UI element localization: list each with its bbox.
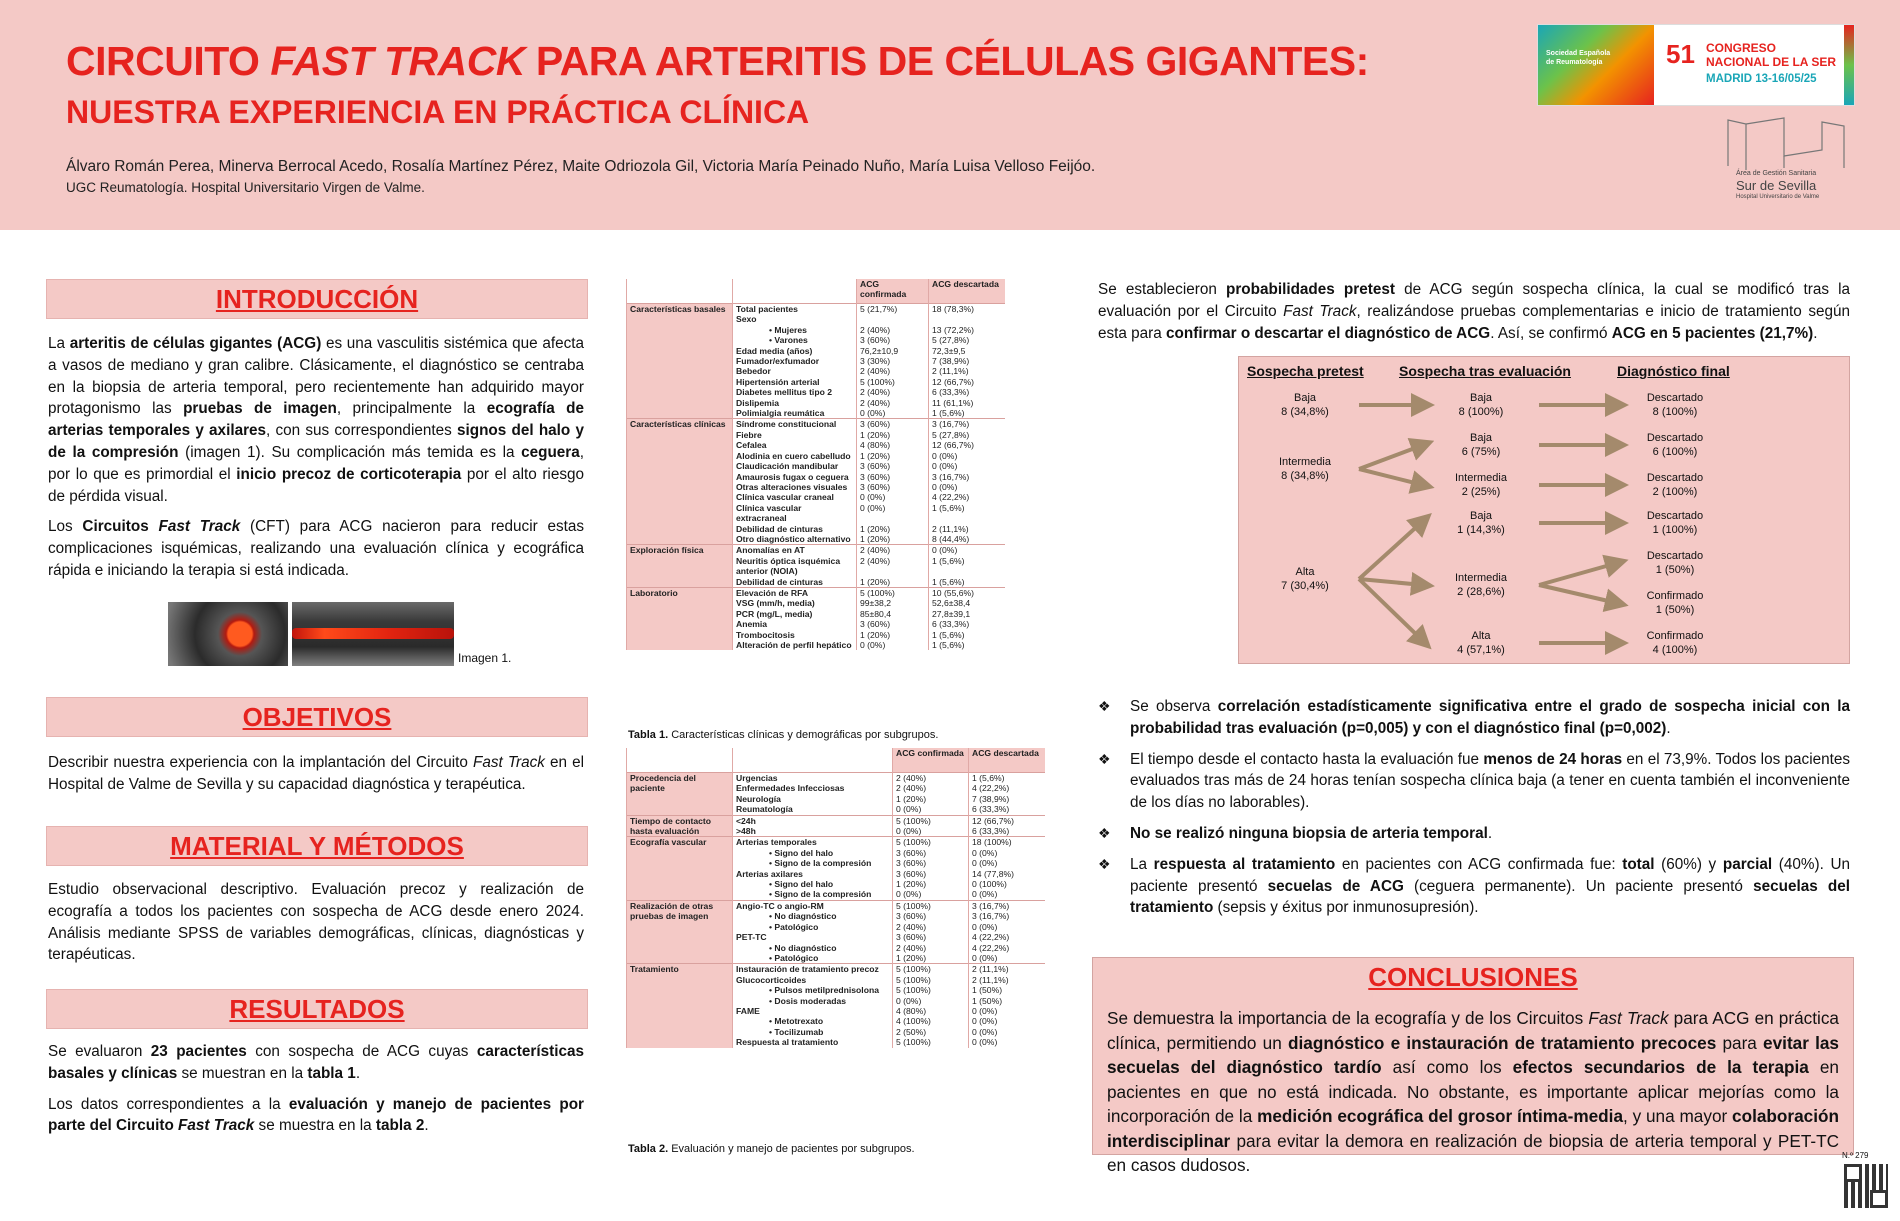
flow-arrow xyxy=(1539,585,1617,603)
cell-acg-descartada: 52,6±38,4 xyxy=(929,598,1005,608)
poster-number: N.º 279 xyxy=(1842,1151,1869,1160)
cell-acg-descartada: 0 (0%) xyxy=(929,482,1005,492)
table-group xyxy=(627,545,1005,588)
cell-acg-descartada: 18 (100%) xyxy=(969,837,1045,848)
cell-acg-descartada: 12 (66,7%) xyxy=(929,440,1005,450)
flow-node-evaluation: Baja 1 (14,3%) xyxy=(1457,510,1505,536)
cell-acg-descartada: 18 (78,3%) xyxy=(929,304,1005,315)
cell-acg-descartada: 0 (0%) xyxy=(969,858,1045,868)
table-row-label: • Signo de la compresión xyxy=(733,858,893,868)
cell-acg-confirmada: 85±80,4 xyxy=(857,609,929,619)
cell-acg-confirmada: 3 (60%) xyxy=(893,869,969,879)
table-row-label: • Signo del halo xyxy=(733,879,893,889)
table-row-label: • Pulsos metilprednisolona xyxy=(733,985,893,995)
qr-code xyxy=(1836,1148,1894,1216)
flow-arrow xyxy=(1539,563,1617,585)
table-group xyxy=(627,837,1045,900)
table-row-label: Alteración de perfil hepático xyxy=(733,640,857,650)
table-row-label: • Varones xyxy=(733,335,857,345)
flow-arrow xyxy=(1359,579,1423,641)
cell-acg-descartada: 1 (5,6%) xyxy=(929,640,1005,650)
table-row-label: • Tocilizumab xyxy=(733,1027,893,1037)
hospital-logo: Área de Gestión Sanitaria Sur de Sevilla Hospital Universitario de Valme xyxy=(1726,116,1850,206)
table-group-label: Tiempo de contacto hasta evaluación xyxy=(627,815,733,837)
flow-header-final: Diagnóstico final xyxy=(1617,363,1730,379)
bullet-item: ❖ La respuesta al tratamiento en pacientes con ACG confirmada fue: total (60%) y parcial (40%). Un paciente presentó secuelas de ACG (ceguera permanente). Un paciente presentó secuelas del tratamiento (sepsis y éxitus por inmunosupresión). xyxy=(1098,855,1851,917)
table-row-label: Síndrome constitucional xyxy=(733,419,857,430)
cell-acg-confirmada xyxy=(857,314,929,324)
cell-acg-descartada: 0 (0%) xyxy=(969,1037,1045,1047)
hospital-building-icon xyxy=(1726,116,1850,172)
cell-acg-confirmada: 1 (20%) xyxy=(857,451,929,461)
table-group-label: Tratamiento xyxy=(627,964,733,1048)
table-row-label: Dislipemia xyxy=(733,398,857,408)
cell-acg-confirmada: 4 (80%) xyxy=(893,1006,969,1016)
cell-acg-confirmada: 1 (20%) xyxy=(857,430,929,440)
cell-acg-confirmada: 3 (60%) xyxy=(893,848,969,858)
table-row-label: • Patológico xyxy=(733,953,893,964)
objetivos-heading: OBJETIVOS xyxy=(46,697,588,737)
cell-acg-descartada: 6 (33,3%) xyxy=(929,619,1005,629)
cell-acg-descartada: 4 (22,2%) xyxy=(929,492,1005,502)
flow-node-evaluation: Intermedia 2 (25%) xyxy=(1455,472,1507,498)
cell-acg-descartada xyxy=(929,566,1005,576)
cell-acg-confirmada: 3 (60%) xyxy=(857,419,929,430)
cell-acg-confirmada: 3 (60%) xyxy=(857,461,929,471)
table-group xyxy=(627,587,1005,650)
cell-acg-descartada: 6 (33,3%) xyxy=(929,387,1005,397)
table-row-label: Diabetes mellitus tipo 2 xyxy=(733,387,857,397)
cell-acg-descartada: 10 (55,6%) xyxy=(929,587,1005,598)
table-row xyxy=(627,900,1045,911)
cell-acg-confirmada: 2 (40%) xyxy=(857,556,929,566)
cell-acg-confirmada: 2 (40%) xyxy=(893,943,969,953)
table-group-label: Realización de otras pruebas de imagen xyxy=(627,900,733,963)
table-row-label: Hipertensión arterial xyxy=(733,377,857,387)
cell-acg-confirmada: 4 (100%) xyxy=(893,1016,969,1026)
table-row-label: Claudicación mandibular xyxy=(733,461,857,471)
table-row-label: • Metotrexato xyxy=(733,1016,893,1026)
table-row-label: >48h xyxy=(733,826,893,837)
conclusions-panel xyxy=(1092,957,1854,1175)
poster-subtitle: NUESTRA EXPERIENCIA EN PRÁCTICA CLÍNICA xyxy=(66,94,810,130)
cell-acg-descartada: 0 (0%) xyxy=(969,1027,1045,1037)
table-group xyxy=(627,419,1005,545)
resultados-heading: RESULTADOS xyxy=(46,989,588,1029)
table-row-label: Instauración de tratamiento precoz xyxy=(733,964,893,975)
cell-acg-confirmada: 2 (40%) xyxy=(857,545,929,556)
table-group xyxy=(627,304,1005,419)
table-row-label: • No diagnóstico xyxy=(733,943,893,953)
cell-acg-confirmada: 1 (20%) xyxy=(857,630,929,640)
cell-acg-descartada: 2 (11,1%) xyxy=(929,524,1005,534)
metodos-text: Estudio observacional descriptivo. Evaluación precoz y realización de ecografía a todos los pacientes con sospecha de ACG desde enero 2024. Análisis mediante SPSS de variables demográficas, clínicas, diagnósticas y terapéuticas. xyxy=(48,881,584,964)
cell-acg-descartada: 6 (33,3%) xyxy=(969,804,1045,815)
table-row xyxy=(627,815,1045,826)
flow-node-final: Descartado 1 (100%) xyxy=(1646,510,1704,536)
cell-acg-confirmada: 1 (20%) xyxy=(893,794,969,804)
qr-code-icon xyxy=(1844,1164,1888,1208)
cell-acg-descartada: 1 (50%) xyxy=(969,985,1045,995)
flow-node-evaluation: Baja 8 (100%) xyxy=(1458,392,1504,418)
table-row-label: Urgencias xyxy=(733,773,893,784)
flow-node-final: Descartado 6 (100%) xyxy=(1646,432,1704,458)
cell-acg-confirmada: 2 (40%) xyxy=(893,783,969,793)
table-group xyxy=(627,773,1045,816)
ultrasound-longitudinal-image xyxy=(292,602,454,666)
cell-acg-confirmada: 0 (0%) xyxy=(893,889,969,900)
table-row-label: Neurología xyxy=(733,794,893,804)
cell-acg-confirmada: 3 (60%) xyxy=(893,911,969,921)
table-row-label: Otro diagnóstico alternativo xyxy=(733,534,857,545)
table-row xyxy=(627,773,1045,784)
cell-acg-confirmada: 1 (20%) xyxy=(857,534,929,545)
flow-node-pretest: Baja 8 (34,8%) xyxy=(1281,392,1329,418)
image-caption: Imagen 1. xyxy=(458,651,512,665)
cell-acg-confirmada: 0 (0%) xyxy=(857,640,929,650)
table-row-label: anterior (NOIA) xyxy=(733,566,857,576)
flow-node-final: Confirmado 1 (50%) xyxy=(1646,590,1704,616)
cell-acg-confirmada: 3 (60%) xyxy=(893,858,969,868)
cell-acg-descartada: 1 (5,6%) xyxy=(929,577,1005,588)
cell-acg-descartada: 8 (44,4%) xyxy=(929,534,1005,545)
table-row-label: Respuesta al tratamiento xyxy=(733,1037,893,1047)
cell-acg-confirmada: 5 (100%) xyxy=(857,587,929,598)
cell-acg-descartada: 3 (16,7%) xyxy=(929,472,1005,482)
cell-acg-confirmada: 0 (0%) xyxy=(893,996,969,1006)
resultados-text: Se evaluaron 23 pacientes con sospecha de ACG cuyas características basales y clínicas se muestran en la tabla 1. Los datos correspondientes a la evaluación y manejo de pacientes por parte del Circuito Fast Track se muestra en la tabla 2. xyxy=(48,1043,584,1135)
table-row-label: PCR (mg/L, media) xyxy=(733,609,857,619)
cell-acg-descartada: 2 (11,1%) xyxy=(929,366,1005,376)
congress-logo-graphic: Sociedad Española de Reumatología xyxy=(1538,25,1654,105)
cell-acg-descartada: 0 (0%) xyxy=(929,451,1005,461)
table-row xyxy=(627,837,1045,848)
table-row-label: • Dosis moderadas xyxy=(733,996,893,1006)
table-group xyxy=(627,964,1045,1048)
table-row-label: Anemia xyxy=(733,619,857,629)
cell-acg-descartada: 5 (27,8%) xyxy=(929,335,1005,345)
ultrasound-image xyxy=(168,602,454,666)
results-bullets xyxy=(1098,696,1850,928)
cell-acg-confirmada: 0 (0%) xyxy=(893,804,969,815)
cell-acg-confirmada: 5 (100%) xyxy=(893,815,969,826)
cell-acg-confirmada: 5 (100%) xyxy=(893,964,969,975)
table-row-label: Total pacientes xyxy=(733,304,857,315)
table-row-label: <24h xyxy=(733,815,893,826)
cell-acg-confirmada: 3 (60%) xyxy=(857,482,929,492)
ultrasound-halo-image xyxy=(168,602,288,666)
poster-header xyxy=(0,0,1900,230)
cell-acg-descartada: 2 (11,1%) xyxy=(969,964,1045,975)
conclusions-heading: CONCLUSIONES xyxy=(1368,962,1578,992)
cell-acg-descartada: 3 (16,7%) xyxy=(969,900,1045,911)
bullet-item: ❖ El tiempo desde el contacto hasta la evaluación fue menos de 24 horas en el 73,9%. Todos los pacientes evaluados tras más de 24 horas tenían sospecha clínica baja (a tener en cuenta también el inconveniente de los días no laborables). xyxy=(1098,750,1851,812)
table-row-label: Clínica vascular craneal xyxy=(733,492,857,502)
cell-acg-confirmada: 5 (100%) xyxy=(893,975,969,985)
cell-acg-confirmada: 5 (100%) xyxy=(893,985,969,995)
cell-acg-confirmada: 3 (30%) xyxy=(857,356,929,366)
cell-acg-descartada: 12 (66,7%) xyxy=(969,815,1045,826)
table-row-label: Angio-TC o angio-RM xyxy=(733,900,893,911)
cell-acg-descartada: 1 (50%) xyxy=(969,996,1045,1006)
table-group-label: Laboratorio xyxy=(627,587,733,650)
table-row-label: • Mujeres xyxy=(733,325,857,335)
table-group xyxy=(627,900,1045,963)
cell-acg-confirmada: 2 (40%) xyxy=(857,325,929,335)
table-row-label: Reumatología xyxy=(733,804,893,815)
cell-acg-descartada: 3 (16,7%) xyxy=(929,419,1005,430)
flow-node-pretest: Intermedia 8 (34,8%) xyxy=(1279,456,1331,482)
cell-acg-descartada: 5 (27,8%) xyxy=(929,430,1005,440)
flow-arrow xyxy=(1359,445,1423,469)
cell-acg-descartada: 27,8±39,1 xyxy=(929,609,1005,619)
table-group-label: Características clínicas xyxy=(627,419,733,545)
diamond-bullet-icon: ❖ xyxy=(1098,855,1111,872)
cell-acg-confirmada: 4 (80%) xyxy=(857,440,929,450)
cell-acg-descartada: 13 (72,2%) xyxy=(929,325,1005,335)
flow-node-final: Descartado 1 (50%) xyxy=(1646,550,1704,576)
table-row-label: • No diagnóstico xyxy=(733,911,893,921)
table-row-label: PET-TC xyxy=(733,932,893,942)
flow-node-final: Descartado 2 (100%) xyxy=(1646,472,1704,498)
cell-acg-confirmada: 1 (20%) xyxy=(857,524,929,534)
cell-acg-confirmada: 0 (0%) xyxy=(857,503,929,524)
cell-acg-descartada: 0 (0%) xyxy=(969,1016,1045,1026)
table-row-label: Clínica vascular extracraneal xyxy=(733,503,857,524)
flow-header-evaluation: Sospecha tras evaluación xyxy=(1399,363,1571,379)
cell-acg-descartada: 72,3±9,5 xyxy=(929,346,1005,356)
table-row-label: Neuritis óptica isquémica xyxy=(733,556,857,566)
table-row-label: • Signo del halo xyxy=(733,848,893,858)
table-row-label: Anomalías en AT xyxy=(733,545,857,556)
flow-node-final: Confirmado 4 (100%) xyxy=(1646,630,1704,656)
cell-acg-descartada: 11 (61,1%) xyxy=(929,398,1005,408)
table-row-label: Enfermedades Infecciosas xyxy=(733,783,893,793)
table-row-label: Arterias axilares xyxy=(733,869,893,879)
cell-acg-descartada: 7 (38,9%) xyxy=(929,356,1005,366)
intro-text: La arteritis de células gigantes (ACG) es una vasculitis sistémica que afecta a vasos de mediano y gran calibre. Clásicamente, el diagnóstico se centraba en la biopsia de arteria temporal, pero recientemente han adquirido mayor protagonismo las pruebas de imagen, principalmente la ecografía de arterias temporales y axilares, con sus correspondientes signos del halo y de la compresión (imagen 1). Su complicación más temida es la ceguera, por lo que es primordial el inicio precoz de corticoterapia por el alto riesgo de pérdida visual. Los Circuitos Fast Track (CFT) para ACG nacieron para reducir estas complicaciones isquémicas, realizando una evaluación clínica y ecográfica rápida e iniciando la terapia si está indicada. xyxy=(48,335,585,579)
table-group-label: Ecografía vascular xyxy=(627,837,733,900)
table-row-label: Alodinia en cuero cabelludo xyxy=(733,451,857,461)
cell-acg-confirmada: 1 (20%) xyxy=(857,577,929,588)
cell-acg-descartada: 4 (22,2%) xyxy=(969,783,1045,793)
table-row xyxy=(627,419,1005,430)
table-row-label: Fiebre xyxy=(733,430,857,440)
flow-node-evaluation: Alta 4 (57,1%) xyxy=(1457,630,1505,656)
affiliation: UGC Reumatología. Hospital Universitario Virgen de Valme. xyxy=(66,180,425,195)
congress-logo: Sociedad Española de Reumatología 51 CONGRESO NACIONAL DE LA SER MADRID 13-16/05/25 xyxy=(1537,24,1855,106)
cell-acg-confirmada: 3 (60%) xyxy=(857,472,929,482)
table-row-label: Sexo xyxy=(733,314,857,324)
cell-acg-descartada: 1 (5,6%) xyxy=(929,503,1005,524)
cell-acg-descartada: 2 (11,1%) xyxy=(969,975,1045,985)
cell-acg-descartada: 0 (0%) xyxy=(969,1006,1045,1016)
cell-acg-confirmada: 2 (40%) xyxy=(857,398,929,408)
cell-acg-descartada: 1 (5,6%) xyxy=(929,408,1005,419)
table-row-label: Debilidad de cinturas xyxy=(733,524,857,534)
cell-acg-confirmada: 2 (40%) xyxy=(857,366,929,376)
table-row-label: Arterias temporales xyxy=(733,837,893,848)
cell-acg-confirmada: 2 (40%) xyxy=(893,773,969,784)
diamond-bullet-icon: ❖ xyxy=(1098,824,1111,841)
cell-acg-descartada: 14 (77,8%) xyxy=(969,869,1045,879)
cell-acg-confirmada: 3 (60%) xyxy=(857,335,929,345)
table-row-label: FAME xyxy=(733,1006,893,1016)
cell-acg-confirmada xyxy=(857,566,929,576)
cell-acg-confirmada: 5 (100%) xyxy=(893,837,969,848)
bullet-item: ❖ Se observa correlación estadísticamente significativa entre el grado de sospecha inicial con la probabilidad tras evaluación (p=0,005) y con el diagnóstico final (p=0,002). xyxy=(1098,698,1850,737)
cell-acg-confirmada: 3 (60%) xyxy=(893,932,969,942)
table-row xyxy=(627,545,1005,556)
table-row-label: • Signo de la compresión xyxy=(733,889,893,900)
metodos-heading: MATERIAL Y MÉTODOS xyxy=(46,826,588,866)
cell-acg-confirmada: 2 (40%) xyxy=(893,922,969,932)
cell-acg-confirmada: 5 (21,7%) xyxy=(857,304,929,315)
table-row-label: VSG (mm/h, media) xyxy=(733,598,857,608)
table-1-caption: Tabla 1. Características clínicas y demográficas por subgrupos. xyxy=(628,729,939,741)
cell-acg-descartada: 0 (100%) xyxy=(969,879,1045,889)
authors: Álvaro Román Perea, Minerva Berrocal Acedo, Rosalía Martínez Pérez, Maite Odriozola Gil, Victoria María Peinado Nuño, María Luisa Velloso Feijóo. xyxy=(66,158,1096,175)
table-row-label: Fumador/exfumador xyxy=(733,356,857,366)
cell-acg-confirmada: 5 (100%) xyxy=(857,377,929,387)
conclusions-text: Se demuestra la importancia de la ecografía y de los Circuitos Fast Track para ACG en práctica clínica, permitiendo un diagnóstico e instauración de tratamiento precoces para evitar las secuelas del diagnóstico tardío así como los efectos secundarios de la terapia en pacientes en que no está indicada. No obstante, es importante aplicar mejorías como la incorporación de la medición ecográfica del grosor íntima-media, y una mayor colaboración interdisciplinar para evitar la demora en realización de biopsia de arteria temporal y PET-TC en casos dudosos. xyxy=(1107,1008,1839,1175)
cell-acg-confirmada: 0 (0%) xyxy=(857,408,929,419)
cell-acg-confirmada: 76,2±10,9 xyxy=(857,346,929,356)
cell-acg-confirmada: 3 (60%) xyxy=(857,619,929,629)
table-row xyxy=(627,304,1005,315)
bullet-item: ❖ No se realizó ninguna biopsia de arteria temporal. xyxy=(1098,823,1850,845)
flow-node-final: Descartado 8 (100%) xyxy=(1646,392,1704,418)
cell-acg-confirmada: 1 (20%) xyxy=(893,953,969,964)
cell-acg-confirmada: 5 (100%) xyxy=(893,1037,969,1047)
cell-acg-confirmada: 2 (40%) xyxy=(857,387,929,397)
cell-acg-confirmada: 5 (100%) xyxy=(893,900,969,911)
table-group xyxy=(627,815,1045,837)
diamond-bullet-icon: ❖ xyxy=(1098,698,1111,714)
flow-arrow xyxy=(1359,469,1423,485)
flow-node-pretest: Alta 7 (30,4%) xyxy=(1281,566,1329,592)
table-2-caption: Tabla 2. Evaluación y manejo de pacientes por subgrupos. xyxy=(628,1143,915,1155)
cell-acg-descartada: 1 (5,6%) xyxy=(929,556,1005,566)
cell-acg-descartada: 0 (0%) xyxy=(929,545,1005,556)
flow-node-evaluation: Baja 6 (75%) xyxy=(1461,432,1501,458)
table-row-label: Otras alteraciones visuales xyxy=(733,482,857,492)
cell-acg-descartada: 4 (22,2%) xyxy=(969,943,1045,953)
table-row-label: Cefalea xyxy=(733,440,857,450)
cell-acg-descartada: 4 (22,2%) xyxy=(969,932,1045,942)
table-group-label: Características basales xyxy=(627,304,733,419)
table-row-label: Bebedor xyxy=(733,366,857,376)
table-row-label: Edad media (años) xyxy=(733,346,857,356)
cell-acg-descartada: 3 (16,7%) xyxy=(969,911,1045,921)
table-row xyxy=(627,964,1045,975)
flow-header-pretest: Sospecha pretest xyxy=(1247,363,1364,379)
flow-arrow xyxy=(1359,521,1423,579)
cell-acg-confirmada: 2 (50%) xyxy=(893,1027,969,1037)
cell-acg-confirmada: 99±38,2 xyxy=(857,598,929,608)
table-row-label: Trombocitosis xyxy=(733,630,857,640)
cell-acg-descartada xyxy=(929,314,1005,324)
table-row xyxy=(627,587,1005,598)
cell-acg-descartada: 6 (33,3%) xyxy=(969,826,1045,837)
flow-node-evaluation: Intermedia 2 (28,6%) xyxy=(1455,572,1507,598)
cell-acg-descartada: 7 (38,9%) xyxy=(969,794,1045,804)
cell-acg-descartada: 12 (66,7%) xyxy=(929,377,1005,387)
cell-acg-confirmada: 0 (0%) xyxy=(857,492,929,502)
objetivos-text: Describir nuestra experiencia con la implantación del Circuito Fast Track en el Hospital de Valme de Sevilla y su capacidad diagnóstica y terapéutica. xyxy=(48,754,585,793)
diamond-bullet-icon: ❖ xyxy=(1098,750,1111,767)
cell-acg-descartada: 0 (0%) xyxy=(969,953,1045,964)
table-2: ACG confirmada ACG descartada Procedencia del paciente Urgencias 2 (40%) 1 (5,6%) Enfermedades Infecciosas 2 (40%) 4 (22,2%) Neurología 1 (20%) 7 (38,9%) Reumatología 0 (0%) 6 (33,3%) Tiempo de contacto hasta evaluación <24h 5 (100%) 12 (66,7%) >48h 0 (0%) 6 (33,3%) Ecografía vascular Arterias temporales 5 (100%) 18 (100%) • Signo del halo 3 (60%) 0 (0%) • Signo de la compresión 3 (60%) 0 (0%) Arterias axilares 3 (60%) 14 (77,8%) • Signo del halo 1 (20%) 0 (100%) • Signo de la compresión 0 (0%) 0 (0%) Realización de otras pruebas de imagen Angio-TC o angio-RM 5 (100%) 3 (16,7%) • No diagnóstico 3 (60%) 3 (16,7%) • Patológico 2 (40%) 0 (0%) PET-TC 3 (60%) 4 (22,2%) • No diagnóstico 2 (40%) 4 (22,2%) • Patológico 1 (20%) 0 (0%) Tratamiento Instauración de tratamiento precoz 5 (100%) 2 (11,1%) Glucocorticoides 5 (100%) 2 (11,1%) • Pulsos metilprednisolona 5 (100%) 1 (50%) • Dosis moderadas 0 (0%) 1 (50%) FAME 4 (80%) 0 (0%) • Metotrexato 4 (100%) 0 (0%) • Tocilizumab 2 (50%) 0 (0%) Respuesta al tratamiento 5 (100%) 0 (0%) xyxy=(626,748,1045,1048)
poster-title: CIRCUITO FAST TRACK PARA ARTERITIS DE CÉLULAS GIGANTES: xyxy=(66,38,1369,84)
cell-acg-confirmada: 0 (0%) xyxy=(893,826,969,837)
cell-acg-confirmada: 1 (20%) xyxy=(893,879,969,889)
table-row-label: Debilidad de cinturas xyxy=(733,577,857,588)
cell-acg-descartada: 0 (0%) xyxy=(969,889,1045,900)
table-group-label: Procedencia del paciente xyxy=(627,773,733,816)
table-row-label: Glucocorticoides xyxy=(733,975,893,985)
table-row-label: • Patológico xyxy=(733,922,893,932)
results-intro: Se establecieron probabilidades pretest de ACG según sospecha clínica, la cual se modificó tras la evaluación por el Circuito Fast Track, realizándose pruebas complementarias e inicio de tratamiento según esta para confirmar o descartar el diagnóstico de ACG. Así, se confirmó ACG en 5 pacientes (21,7%). xyxy=(1098,281,1851,342)
table-group-label: Exploración física xyxy=(627,545,733,588)
cell-acg-descartada: 1 (5,6%) xyxy=(969,773,1045,784)
table-row-label: Amaurosis fugax o ceguera xyxy=(733,472,857,482)
cell-acg-descartada: 1 (5,6%) xyxy=(929,630,1005,640)
cell-acg-descartada: 0 (0%) xyxy=(969,848,1045,858)
flow-arrow xyxy=(1359,579,1423,585)
cell-acg-descartada: 0 (0%) xyxy=(969,922,1045,932)
table-row-label: Polimialgia reumática xyxy=(733,408,857,419)
cell-acg-descartada: 0 (0%) xyxy=(929,461,1005,471)
table-1: ACG confirmada ACG descartada Características basales Total pacientes 5 (21,7%) 18 (78,3%) Sexo • Mujeres 2 (40%) 13 (72,2%) • Varones 3 (60%) 5 (27,8%) Edad media (años) 76,2±10,9 72,3±9,5 Fumador/exfumador 3 (30%) 7 (38,9%) Bebedor 2 (40%) 2 (11,1%) Hipertensión arterial 5 (100%) 12 (66,7%) Diabetes mellitus tipo 2 2 (40%) 6 (33,3%) Dislipemia 2 (40%) 11 (61,1%) Polimialgia reumática 0 (0%) 1 (5,6%) Características clínicas Síndrome constitucional 3 (60%) 3 (16,7%) Fiebre 1 (20%) 5 (27,8%) Cefalea 4 (80%) 12 (66,7%) Alodinia en cuero cabelludo 1 (20%) 0 (0%) Claudicación mandibular 3 (60%) 0 (0%) Amaurosis fugax o ceguera 3 (60%) 3 (16,7%) Otras alteraciones visuales 3 (60%) 0 (0%) Clínica vascular craneal 0 (0%) 4 (22,2%) Clínica vascular extracraneal 0 (0%) 1 (5,6%) Debilidad de cinturas 1 (20%) 2 (11,1%) Otro diagnóstico alternativo 1 (20%) 8 (44,4%) Exploración física Anomalías en AT 2 (40%) 0 (0%) Neuritis óptica isquémica 2 (40%) 1 (5,6%) anterior (NOIA) Debilidad de cinturas 1 (20%) 1 (5,6%) Laboratorio Elevación de RFA 5 (100%) 10 (55,6%) VSG (mm/h, media) 99±38,2 52,6±38,4 PCR (mg/L, media) 85±80,4 27,8±39,1 Anemia 3 (60%) 6 (33,3%) Trombocitosis 1 (20%) 1 (5,6%) Alteración de perfil hepático 0 (0%) 1 (5,6%) xyxy=(626,279,1005,650)
intro-heading: INTRODUCCIÓN xyxy=(46,279,588,319)
table-row-label: Elevación de RFA xyxy=(733,587,857,598)
flow-diagram xyxy=(1238,356,1850,664)
